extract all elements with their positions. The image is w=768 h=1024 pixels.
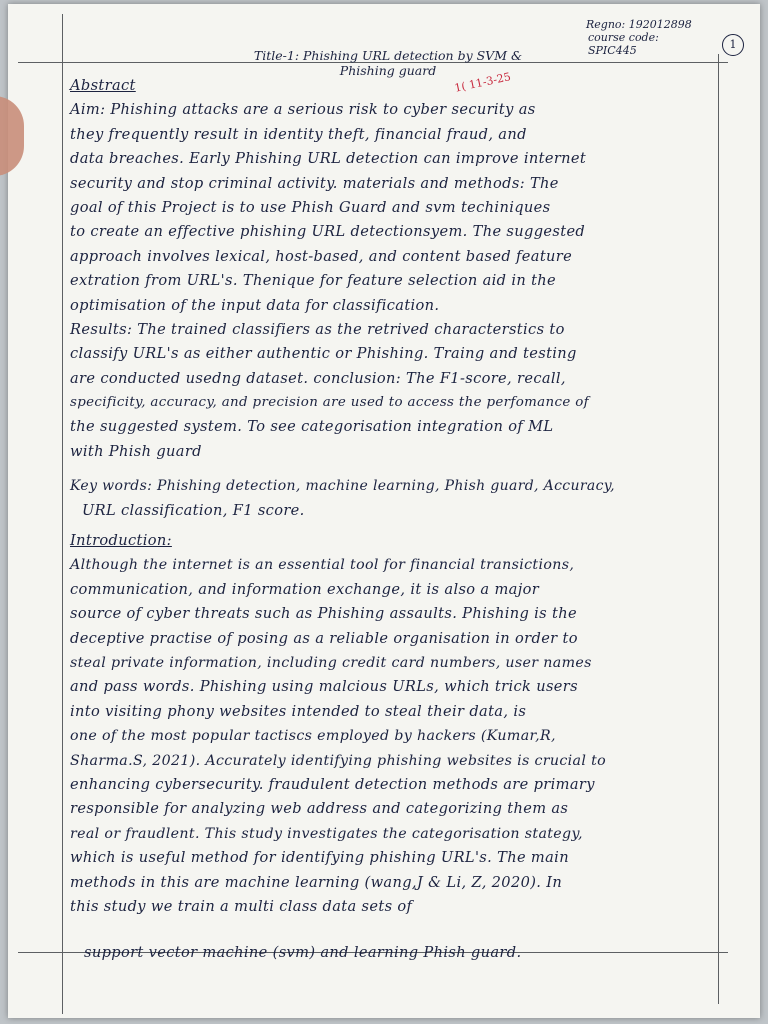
text-line: security and stop criminal activity. materials and methods: The <box>70 174 559 192</box>
text-line: are conducted usedng dataset. conclusion: The F1-score, recall, <box>70 369 566 387</box>
text-line: to create an effective phishing URL detectionsyem. The suggested <box>70 223 586 241</box>
text-line: one of the most popular tactiscs employed by hackers (Kumar,R, <box>70 728 556 745</box>
spacer <box>70 464 720 474</box>
course-code: SPIC445 <box>588 44 637 57</box>
text-line: classify URL's as either authentic or Phishing. Traing and testing <box>70 345 577 363</box>
course-code-label: course code: <box>588 31 659 44</box>
last-line: support vector machine (svm) and learning Phish guard. <box>84 944 522 961</box>
abstract-heading: Abstract <box>70 77 136 94</box>
text-line: Results: The trained classifiers as the retrived characterstics to <box>70 320 565 338</box>
text-line: methods in this are machine learning (wang,J & Li, Z, 2020). In <box>70 873 563 891</box>
introduction-heading: Introduction: <box>70 532 172 550</box>
text-line: communication, and information exchange, it is also a major <box>70 580 540 598</box>
text-line: optimisation of the input data for classification. <box>70 296 440 314</box>
text-line: real or fraudlent. This study investigates the categorisation stategy, <box>70 825 583 842</box>
text-line: source of cyber threats such as Phishing assaults. Phishing is the <box>70 605 577 623</box>
page-number: 1 <box>722 34 744 56</box>
margin-line <box>62 14 63 1014</box>
text-line: Although the internet is an essential tool for financial transictions, <box>70 557 575 574</box>
text-line: responsible for analyzing web address and categorizing them as <box>70 800 569 818</box>
keywords-line: Key words: Phishing detection, machine learning, Phish guard, Accuracy, <box>70 478 615 495</box>
title-line-1: Title-1: Phishing URL detection by SVM & <box>253 48 523 63</box>
red-annotation: 1( 11-3-25 <box>453 70 512 95</box>
text-line: deceptive practise of posing as a reliable organisation in order to <box>70 629 578 647</box>
text-line: the suggested system. To see categorisation integration of ML <box>70 418 554 436</box>
text-line: this study we train a multi class data sets of <box>70 897 413 915</box>
handwritten-body <box>70 74 720 919</box>
text-line: which is useful method for identifying phishing URL's. The main <box>70 849 569 867</box>
header-info <box>586 18 706 57</box>
keywords-line-2: URL classification, F1 score. <box>82 501 305 519</box>
text-line: and pass words. Phishing using malcious URLs, which trick users <box>70 678 578 696</box>
text-line: specificity, accuracy, and precision are used to access the perfomance of <box>70 395 589 411</box>
text-line: goal of this Project is to use Phish Guard and svm techiniques <box>70 198 551 216</box>
text-line: data breaches. Early Phishing URL detection can improve internet <box>70 150 587 168</box>
text-line: enhancing cybersecurity. fraudulent detection methods are primary <box>70 775 595 793</box>
text-line: steal private information, including credit card numbers, user names <box>70 654 592 671</box>
text-line: into visiting phony websites intended to steal their data, is <box>70 702 527 720</box>
reg-no: Regno: 192012898 <box>586 18 692 31</box>
notebook-page <box>8 4 760 1018</box>
text-line: they frequently result in identity theft, financial fraud, and <box>70 125 527 143</box>
text-line: with Phish guard <box>70 442 202 460</box>
text-line: Sharma.S, 2021). Accurately identifying phishing websites is crucial to <box>70 752 607 769</box>
title-line-2: Phishing guard <box>339 63 437 78</box>
text-line: Aim: Phishing attacks are a serious risk to cyber security as <box>70 101 536 119</box>
text-line: approach involves lexical, host-based, and content based feature <box>70 247 573 265</box>
text-line: extration from URL's. Thenique for feature selection aid in the <box>70 272 557 290</box>
